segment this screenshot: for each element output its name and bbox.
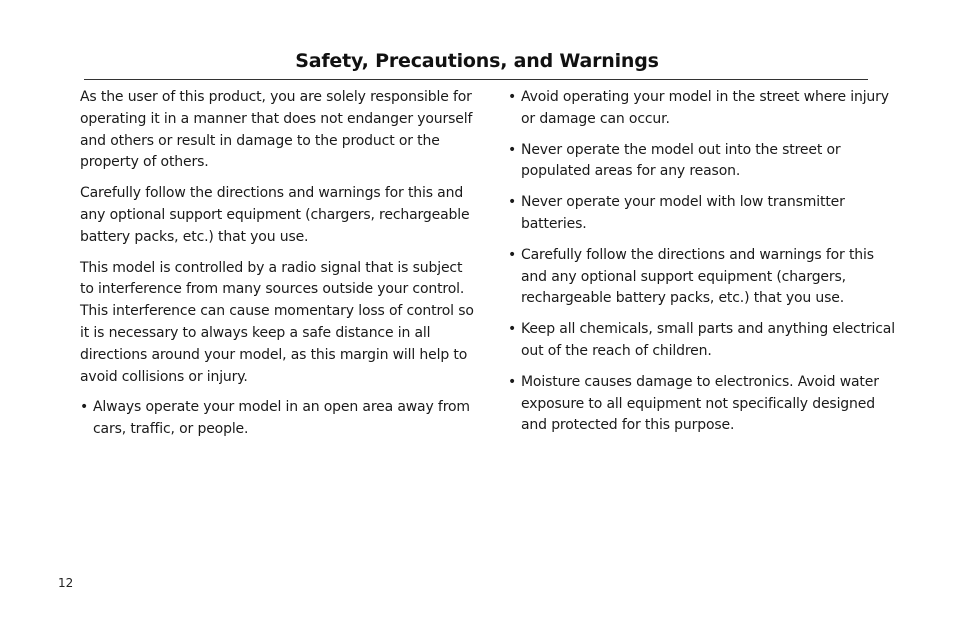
bullet-icon: • bbox=[508, 321, 517, 338]
bullet-text: Always operate your model in an open area away from cars, traffic, or people. bbox=[93, 399, 470, 438]
page-title: Safety, Precautions, and Warnings bbox=[295, 50, 659, 72]
bullet-icon: • bbox=[508, 194, 517, 211]
bullet-text: Keep all chemicals, small parts and anything electrical out of the reach of children. bbox=[521, 321, 895, 359]
bullet-item bbox=[508, 319, 900, 363]
bullet-icon: • bbox=[508, 89, 517, 105]
bullet-item bbox=[508, 140, 900, 184]
bullet-item bbox=[80, 397, 476, 441]
bullet-text: Avoid operating your model in the street where injury or damage can occur. bbox=[521, 89, 889, 127]
page-number: 12 bbox=[58, 576, 74, 590]
right-column bbox=[508, 87, 900, 446]
bullet-text: Never operate the model out into the street or populated areas for any reason. bbox=[521, 141, 841, 180]
bullet-item bbox=[508, 372, 900, 437]
bullet-item bbox=[508, 245, 900, 310]
bullet-icon: • bbox=[508, 246, 517, 263]
bullet-icon: • bbox=[80, 399, 89, 416]
bullet-text: Moisture causes damage to electronics. Avoid water exposure to all equipment not specifically designed and protected for this purpose. bbox=[521, 373, 879, 434]
paragraph-directions: Carefully follow the directions and warnings for this and any optional support equipment (chargers, rechargeable battery packs, etc.) that you use. bbox=[80, 185, 470, 245]
left-column bbox=[80, 87, 476, 450]
bullet-text: Carefully follow the directions and warnings for this and any optional support equipment (chargers, rechargeable battery packs, etc.) that you use. bbox=[521, 246, 874, 307]
paragraph-responsibility: As the user of this product, you are solely responsible for operating it in a manner that does not endanger yourself and others or result in damage to the product or the property of others. bbox=[80, 89, 473, 171]
bullet-text: Never operate your model with low transmitter batteries. bbox=[521, 194, 845, 232]
bullet-icon: • bbox=[508, 373, 517, 390]
paragraph-radio-interference: This model is controlled by a radio signal that is subject to interference from many sources outside your control. This interference can cause momentary loss of control so it is necessary to always keep a safe distance in all directions around your model, as this margin will help to avoid collisions or injury. bbox=[80, 259, 474, 385]
bullet-item bbox=[508, 192, 900, 236]
bullet-item bbox=[508, 87, 900, 131]
bullet-icon: • bbox=[508, 141, 517, 158]
title-rule bbox=[84, 79, 868, 80]
